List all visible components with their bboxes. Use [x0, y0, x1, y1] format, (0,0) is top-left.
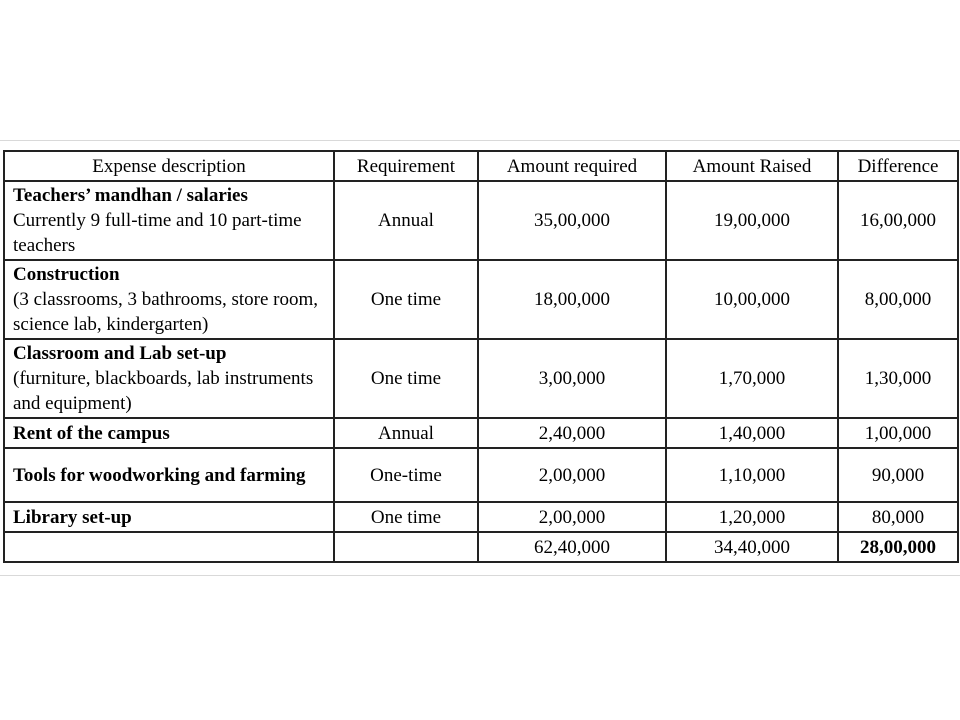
expense-description-cell [4, 181, 334, 260]
table-row [4, 448, 958, 502]
expense-detail: (3 classrooms, 3 bathrooms, store room, science lab, kindergarten) [13, 289, 319, 335]
expense-title: Classroom and Lab set-up [13, 343, 227, 364]
expense-title: Tools for woodworking and farming [13, 464, 306, 486]
expense-detail: Currently 9 full-time and 10 part-time teachers [13, 210, 302, 256]
total-amount-required: 62,40,000 [478, 532, 666, 562]
table-row [4, 260, 958, 339]
difference-cell: 1,30,000 [838, 339, 958, 418]
header-amount-required: Amount required [478, 151, 666, 181]
header-row [4, 151, 958, 181]
total-difference: 28,00,000 [838, 532, 958, 562]
totals-empty-cell [334, 532, 478, 562]
header-requirement: Requirement [334, 151, 478, 181]
totals-empty-cell [4, 532, 334, 562]
requirement-cell: One time [334, 502, 478, 532]
difference-cell: 90,000 [838, 448, 958, 502]
amount-raised-cell: 10,00,000 [666, 260, 838, 339]
amount-raised-cell: 1,40,000 [666, 418, 838, 448]
expense-title: Teachers’ mandhan / salaries [13, 185, 248, 206]
expense-title: Library set-up [13, 506, 132, 528]
expense-title: Rent of the campus [13, 422, 170, 444]
header-amount-raised: Amount Raised [666, 151, 838, 181]
requirement-cell: Annual [334, 181, 478, 260]
difference-cell: 80,000 [838, 502, 958, 532]
amount-required-cell: 2,40,000 [478, 418, 666, 448]
difference-cell: 1,00,000 [838, 418, 958, 448]
header-expense-description: Expense description [4, 151, 334, 181]
difference-cell: 8,00,000 [838, 260, 958, 339]
amount-required-cell: 35,00,000 [478, 181, 666, 260]
table-row [4, 502, 958, 532]
requirement-cell: Annual [334, 418, 478, 448]
expense-description-cell [4, 339, 334, 418]
requirement-cell: One-time [334, 448, 478, 502]
header-difference: Difference [838, 151, 958, 181]
amount-required-cell: 3,00,000 [478, 339, 666, 418]
table-row [4, 418, 958, 448]
expense-description-cell [4, 448, 334, 502]
amount-raised-cell: 1,10,000 [666, 448, 838, 502]
difference-cell: 16,00,000 [838, 181, 958, 260]
expense-title: Construction [13, 264, 120, 285]
top-divider [0, 140, 960, 141]
requirement-cell: One time [334, 339, 478, 418]
total-amount-raised: 34,40,000 [666, 532, 838, 562]
expense-description-cell [4, 260, 334, 339]
bottom-divider [0, 575, 960, 576]
amount-required-cell: 2,00,000 [478, 502, 666, 532]
amount-raised-cell: 1,20,000 [666, 502, 838, 532]
table-row [4, 339, 958, 418]
expense-description-cell [4, 502, 334, 532]
expense-detail: (furniture, blackboards, lab instruments and equipment) [13, 368, 314, 414]
amount-raised-cell: 19,00,000 [666, 181, 838, 260]
amount-required-cell: 2,00,000 [478, 448, 666, 502]
budget-table [3, 150, 959, 563]
amount-required-cell: 18,00,000 [478, 260, 666, 339]
expense-description-cell [4, 418, 334, 448]
table-row [4, 181, 958, 260]
totals-row [4, 532, 958, 562]
requirement-cell: One time [334, 260, 478, 339]
amount-raised-cell: 1,70,000 [666, 339, 838, 418]
